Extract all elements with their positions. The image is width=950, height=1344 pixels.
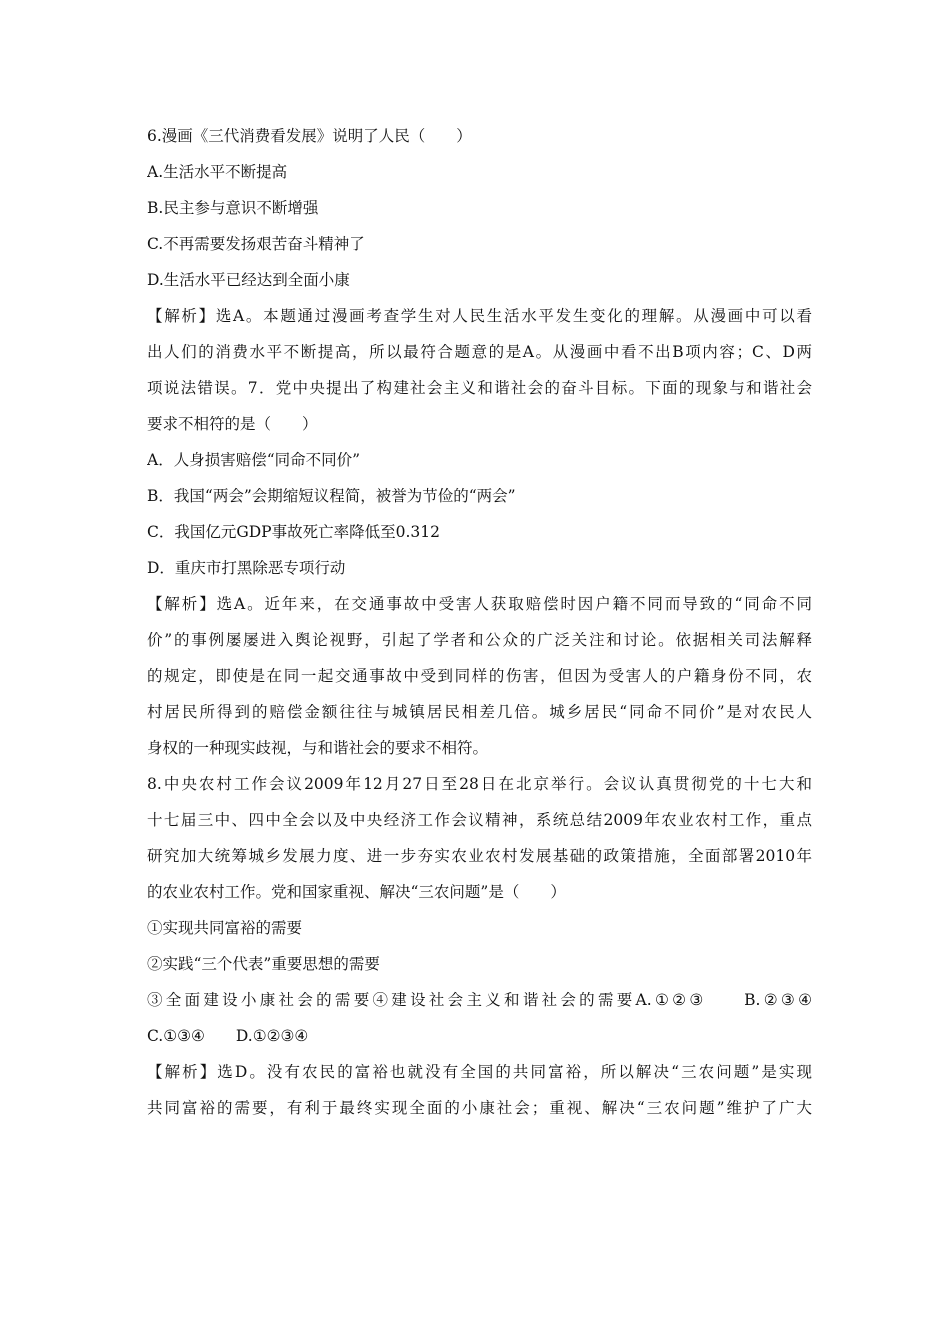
q7-option-d: D．重庆市打黑除恶专项行动 (147, 559, 346, 577)
q7-option-b: B．我国“两会”会期缩短议程简，被誉为节俭的“两会” (147, 487, 516, 505)
question-6-stem: 6.漫画《三代消费看发展》说明了人民（ ） (147, 127, 472, 145)
q8-analysis-line-1: 【解析】选D。没有农民的富裕也就没有全国的共同富裕，所以解决“三农问题”是实现 (147, 1063, 812, 1081)
q7-option-c: C．我国亿元GDP事故死亡率降低至0.312 (147, 523, 440, 541)
document-page (147, 118, 812, 1126)
q7-analysis-line-2: 价”的事例屡屡进入舆论视野，引起了学者和公众的广泛关注和讨论。依据相关司法解释 (147, 631, 812, 649)
q8-choices-cd: C.①③④ D.①②③④ (147, 1027, 309, 1045)
q7-analysis-line-3: 的规定，即使是在同一起交通事故中受到同样的伤害，但因为受害人的户籍身份不同，农 (147, 667, 812, 685)
q6-option-d: D.生活水平已经达到全面小康 (147, 271, 350, 289)
q6-option-a: A.生活水平不断提高 (147, 163, 288, 181)
q8-stem-line-3: 研究加大统筹城乡发展力度、进一步夯实农业农村发展基础的政策措施，全面部署2010年 (147, 847, 812, 865)
q6-analysis-line-3: 项说法错误。7．党中央提出了构建社会主义和谐社会的奋斗目标。下面的现象与和谐社会 (147, 379, 812, 397)
q6-option-c: C.不再需要发扬艰苦奋斗精神了 (147, 235, 365, 253)
q6-option-b: B.民主参与意识不断增强 (147, 199, 319, 217)
q7-stem-end: 要求不相符的是（ ） (147, 415, 318, 433)
q8-item-1: ①实现共同富裕的需要 (147, 919, 303, 937)
q8-stem-line-2: 十七届三中、四中全会以及中央经济工作会议精神，系统总结2009年农业农村工作，重点 (147, 811, 812, 829)
q7-analysis-line-4: 村居民所得到的赔偿金额往往与城镇居民相差几倍。城乡居民“同命不同价”是对农民人 (147, 703, 812, 721)
q7-analysis-line-5: 身权的一种现实歧视，与和谐社会的要求不相符。 (147, 739, 489, 757)
q8-stem-line-4: 的农业农村工作。党和国家重视、解决“三农问题”是（ ） (147, 883, 566, 901)
q8-item-3-and-choices: ③全面建设小康社会的需要④建设社会主义和谐社会的需要A.①②③ B.②③④ (147, 991, 812, 1009)
q7-analysis-line-1: 【解析】选A。近年来，在交通事故中受害人获取赔偿时因户籍不同而导致的“同命不同 (147, 595, 812, 613)
q6-analysis-line-2: 出人们的消费水平不断提高，所以最符合题意的是A。从漫画中看不出B项内容；C、D两 (147, 343, 812, 361)
q7-option-a: A．人身损害赔偿“同命不同价” (147, 451, 361, 469)
q8-stem-line-1: 8.中央农村工作会议2009年12月27日至28日在北京举行。会议认真贯彻党的十七大和 (147, 775, 812, 793)
q8-analysis-line-2: 共同富裕的需要，有利于最终实现全面的小康社会；重视、解决“三农问题”维护了广大 (147, 1099, 812, 1117)
q6-analysis-line-1: 【解析】选A。本题通过漫画考查学生对人民生活水平发生变化的理解。从漫画中可以看 (147, 307, 812, 325)
q8-item-2: ②实践“三个代表”重要思想的需要 (147, 955, 380, 973)
